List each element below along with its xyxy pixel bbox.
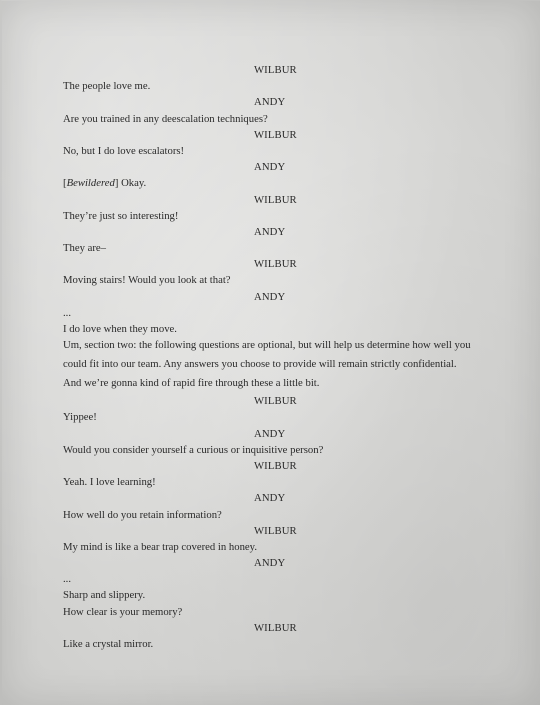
character-cue: WILBUR — [254, 128, 297, 141]
character-cue: WILBUR — [254, 258, 297, 271]
character-cue: ANDY — [254, 492, 286, 505]
dialogue-line: No, but I do love escalators! — [63, 144, 185, 157]
dialogue-line: Sharp and slippery. — [63, 589, 146, 602]
character-cue: ANDY — [254, 225, 286, 238]
stage-direction-bracket: [ — [63, 177, 67, 190]
dialogue-line: I do love when they move. — [63, 323, 177, 335]
dialogue-line — [63, 175, 477, 191]
dialogue-line: They are– — [63, 242, 107, 255]
character-cue: WILBUR — [254, 621, 297, 634]
dialogue-line: Are you trained in any deescalation techniques? — [63, 112, 268, 125]
dialogue-line: My mind is like a bear trap covered in honey. — [63, 540, 257, 553]
character-cue: ANDY — [254, 427, 286, 440]
character-cue: ANDY — [254, 96, 286, 109]
character-cue: ANDY — [254, 557, 286, 570]
dialogue-line: ... — [63, 573, 72, 586]
dialogue-line: ... — [63, 306, 72, 319]
dialogue-line: How well do you retain information? — [63, 508, 222, 521]
dialogue-line: They’re just so interesting! — [63, 209, 179, 222]
dialogue-line: Would you consider yourself a curious or inquisitive person? — [63, 443, 324, 456]
dialogue-line: Yeah. I love learning! — [63, 476, 156, 489]
character-cue: WILBUR — [254, 459, 297, 472]
character-cue: WILBUR — [254, 193, 297, 206]
character-cue: ANDY — [254, 161, 286, 174]
stage-direction: Bewildered — [66, 177, 115, 190]
dialogue-paragraph: Um, section two: the following questions are optional, but will help us determine how well you could fit into our team. Any answers you choose to provide will remain strictly confidential. And we’re gonna kind of rapid fire through these a little bit. — [63, 339, 471, 390]
dialogue-line: How clear is your memory? — [63, 605, 183, 618]
character-cue: WILBUR — [254, 64, 297, 76]
dialogue-line: Like a crystal mirror. — [63, 638, 154, 650]
character-cue: WILBUR — [254, 524, 297, 537]
dialogue-line: The people love me. — [63, 80, 151, 93]
character-cue: ANDY — [254, 290, 286, 303]
dialogue-line: Yippee! — [63, 411, 97, 424]
dialogue-line: Moving stairs! Would you look at that? — [63, 274, 231, 287]
stage-direction-bracket: ] — [114, 177, 119, 190]
character-cue: WILBUR — [254, 395, 297, 408]
script-body — [63, 62, 477, 652]
dialogue-text: Okay. — [118, 177, 147, 190]
